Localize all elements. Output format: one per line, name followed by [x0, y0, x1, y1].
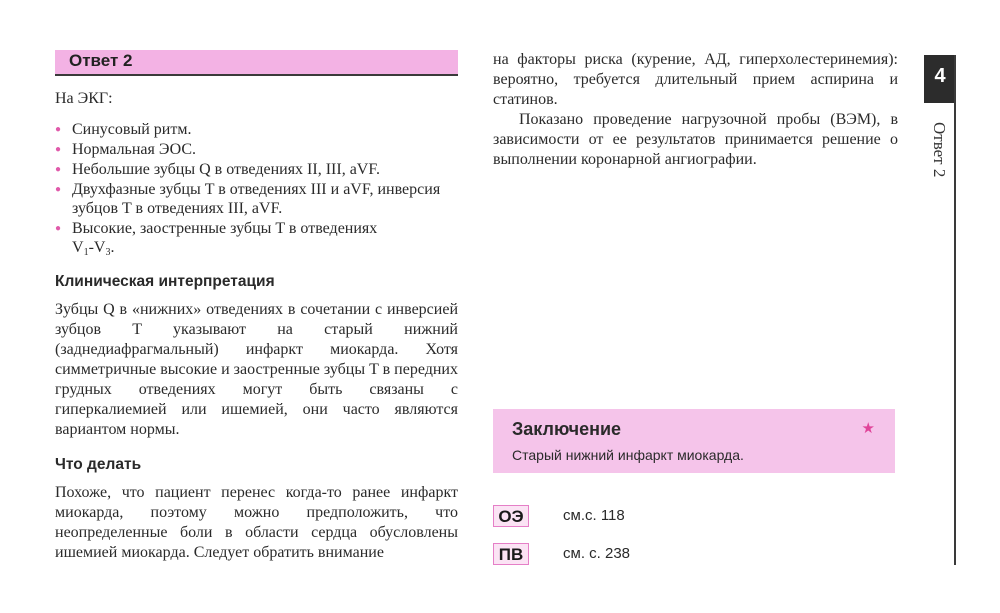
continuation-text: на факторы риска (курение, АД, гиперхолестеринемия): вероятно, требуется длительный прием аспирина и статинов. — [493, 51, 898, 108]
answer-header-bar — [55, 50, 458, 76]
list-item: ● Синусовый ритм. — [55, 120, 460, 139]
answer-title: Ответ 2 — [69, 51, 133, 70]
chapter-tab — [924, 55, 956, 103]
chapter-number: 4 — [934, 65, 946, 87]
conclusion-box — [493, 409, 895, 473]
conclusion-title: Заключение — [512, 419, 622, 439]
column-two — [493, 50, 898, 170]
ecg-heading: На ЭКГ: — [55, 90, 113, 107]
chapter-tab-label: Ответ 2 — [930, 122, 949, 178]
action-heading: Что делать — [55, 456, 142, 473]
clinical-heading: Клиническая интерпретация — [55, 273, 275, 290]
action-text: Похоже, что пациент перенес когда-то ранее инфаркт миокарда, поэтому можно предположить, что неопределенные боли в области сердца обусловлены ишемией миокарда. Следует обратить внимание — [55, 484, 458, 561]
list-item: ● Двухфазные зубцы T в отведениях III и aVF, инверсия зубцов T в отведениях III, aVF. — [55, 180, 460, 218]
chapter-tab-line — [954, 55, 956, 565]
reference-text: см.с. 118 — [563, 507, 625, 524]
star-icon: ★ — [861, 421, 875, 437]
list-item: ● Небольшие зубцы Q в отведениях II, III, aVF. — [55, 160, 460, 179]
reference-badge: ОЭ — [493, 505, 529, 527]
reference-badge: ПВ — [493, 543, 529, 565]
list-item: ● Нормальная ЭОС. — [55, 140, 460, 159]
reference-text: см. с. 238 — [563, 545, 631, 562]
test-paragraph: Показано проведение нагрузочной пробы (ВЭМ), в зависимости от ее результатов принимается решение о выполнении коронарной ангиографии. — [493, 111, 898, 168]
ecg-findings-list — [55, 120, 460, 263]
list-item: ● Высокие, заостренные зубцы T в отведениях $V_1-V_3$. — [55, 219, 460, 262]
clinical-text: Зубцы Q в «нижних» отведениях в сочетании с инверсией зубцов T указывают на старый нижний (заднедиафрагмальный) инфаркт миокарда. Хотя симметричные высокие и заостренные зубцы T в передних грудных отведениях могут быть связаны с гиперкалиемией или ишемией, они часто являются вариантом нормы. — [55, 301, 458, 438]
conclusion-text: Старый нижний инфаркт миокарда. — [512, 447, 744, 463]
